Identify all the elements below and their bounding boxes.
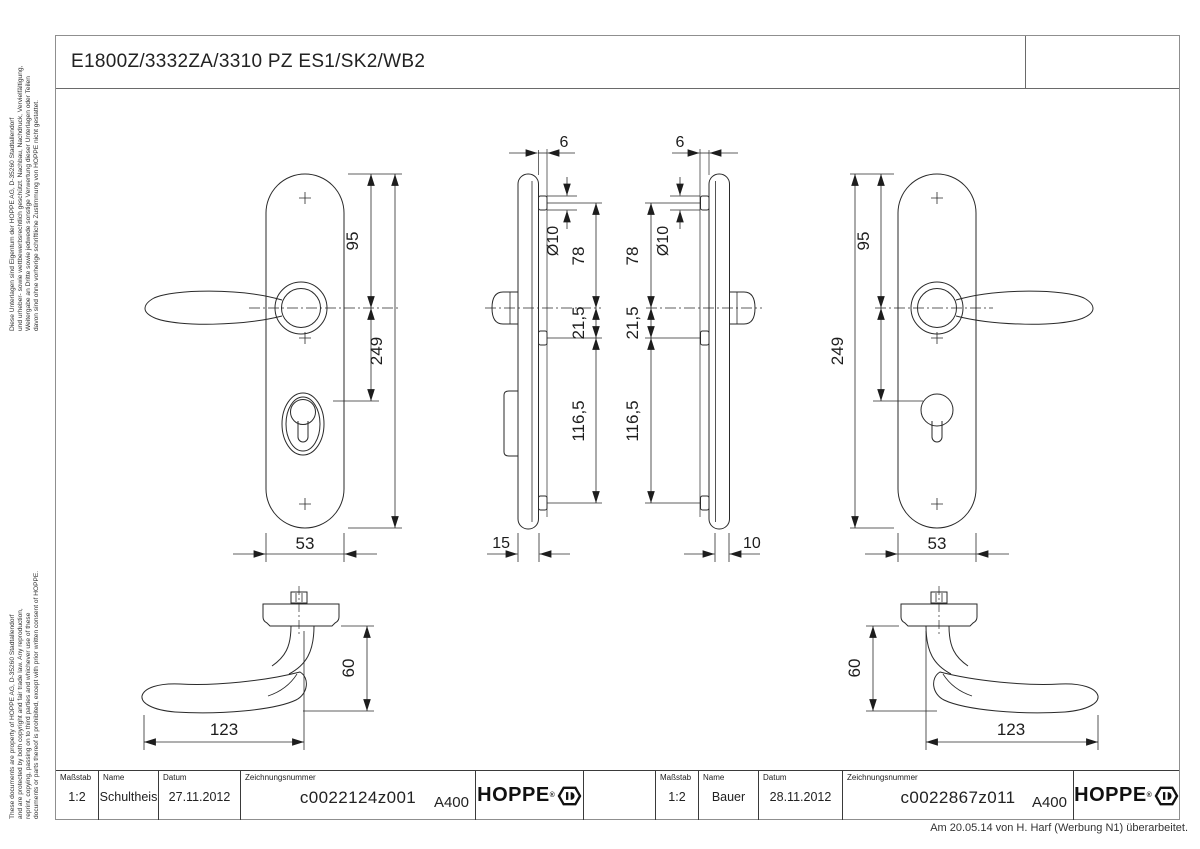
title-block-drawing-no-cell [843, 771, 1074, 820]
title-block-date-cell [159, 771, 241, 820]
grip-outline [934, 672, 1098, 713]
drawing-frame [55, 35, 1180, 820]
title-block-scale-cell [56, 771, 99, 820]
title-block-name-cell [699, 771, 759, 820]
title-block-brand-cell [1074, 771, 1179, 820]
dim-handle-left-height: 60 [339, 658, 358, 678]
hoppe-hexagon-icon [1154, 785, 1179, 807]
format-code: A400 [433, 794, 469, 811]
dim-plate-right-top-to-handle: 95 [854, 231, 873, 251]
dim-plate-left-top-to-handle: 95 [343, 231, 362, 251]
dim-profile-right-handle-to-mid-pin: 21,5 [623, 306, 642, 340]
margin-note-english [9, 571, 41, 819]
scale-value: 1:2 [68, 790, 86, 804]
title-block-drawing-no-cell [241, 771, 476, 820]
title-block-date-cell [759, 771, 843, 820]
dim-handle-right-length: 123 [996, 720, 1026, 739]
title-bar-divider [1025, 36, 1026, 89]
dim-profile-left-pin-offset: 6 [559, 134, 569, 151]
dim-profile-left-pin-to-handle: 78 [569, 246, 588, 266]
name-label: Name [103, 773, 125, 782]
dim-plate-right-width: 53 [927, 534, 947, 553]
title-block-name-cell [99, 771, 159, 820]
hoppe-logo-text: HOPPE [1074, 784, 1147, 806]
date-label: Datum [163, 773, 187, 782]
format-code: A400 [1031, 794, 1067, 811]
scale-value: 1:2 [668, 790, 686, 804]
dim-profile-left-depth: 15 [492, 535, 510, 552]
title-block-empty-cell [584, 771, 656, 820]
date-value: 27.11.2012 [168, 790, 231, 804]
dim-plate-left-height: 249 [367, 336, 386, 366]
drawing-no-value: c0022867z011 [900, 788, 1016, 807]
name-value: Schultheis [99, 790, 158, 804]
dim-profile-left-handle-to-mid-pin: 21,5 [569, 306, 588, 340]
margin-note-english-line: documents or parts thereof is prohibited, except with prior written consent of HOPPE. [32, 570, 40, 819]
title-block-scale-cell [656, 771, 699, 820]
side-view-right-handle [845, 586, 1098, 750]
margin-note-german-line: Weitergabe an Dritte sowie jedwede sonstige Verwertung dieser Unterlagen oder Teilen [24, 76, 32, 331]
date-label: Datum [763, 773, 787, 782]
dim-profile-right-pin-offset: 6 [675, 134, 685, 151]
dim-profile-right-mid-to-bottom-pin: 116,5 [623, 400, 642, 442]
margin-note-german-line: davon sind ohne vorherige schriftliche Zustimmung von HOPPE nicht gestattet. [32, 100, 40, 331]
margin-note-german [9, 66, 41, 331]
hoppe-logo-text: HOPPE [477, 784, 550, 806]
dim-plate-right-height: 249 [828, 336, 847, 366]
dim-profile-right-depth: 10 [743, 535, 761, 552]
grip-outline [142, 672, 306, 713]
rose-profile [263, 604, 339, 626]
date-value: 28.11.2012 [769, 790, 832, 804]
title-bar [56, 36, 1179, 89]
handle-grip-top-view [145, 291, 282, 324]
margin-note-english-line: These documents are property of HOPPE AG, D-35260 Stadtallendorf [9, 614, 16, 819]
dim-profile-right-pin-to-handle: 78 [623, 246, 642, 266]
dim-profile-left-pin-dia: Ø10 [545, 225, 562, 257]
dim-profile-right-pin-dia: Ø10 [655, 225, 672, 257]
registered-mark: ® [549, 792, 555, 799]
side-view-left-handle [142, 586, 374, 750]
name-value: Bauer [711, 790, 746, 804]
scale-label: Maßstab [660, 773, 692, 782]
drawing-no-label: Zeichnungsnummer [245, 773, 316, 782]
front-view-left-plate [145, 174, 402, 562]
revision-note: Am 20.05.14 von H. Harf (Werbung N1) überarbeitet. [930, 822, 1188, 834]
drawing-no-value: c0022124z001 [299, 788, 417, 807]
cad-drawing [56, 89, 1179, 770]
margin-note-english-line: and are protected by both copyright and fair trade law. Any reproduction, [16, 608, 24, 819]
margin-note-german-line: Diese Unterlagen sind Eigentum der HOPPE AG, D-35260 Stadtallendorf [9, 117, 16, 331]
title-block-row [56, 770, 1179, 819]
scale-label: Maßstab [60, 773, 92, 782]
dim-plate-left-width: 53 [295, 534, 315, 553]
margin-note-english-line: reprint, copying, passing on to third parties and whichever use of these [24, 612, 32, 819]
registered-mark: ® [1146, 792, 1152, 799]
side-view-right-profile [623, 134, 762, 562]
margin-note-german-line: und urheber- sowie wettbewerbsrechtlich geschützt. Nachbau, Nachdruck, Vervielfältigung, [16, 65, 24, 331]
side-view-left-profile [485, 134, 602, 562]
dim-profile-left-mid-to-bottom-pin: 116,5 [569, 400, 588, 442]
drawing-title: E1800Z/3332ZA/3310 PZ ES1/SK2/WB2 [71, 51, 426, 72]
title-block-brand-cell [476, 771, 584, 820]
dim-handle-right-height: 60 [845, 658, 864, 678]
name-label: Name [703, 773, 725, 782]
dim-handle-left-length: 123 [209, 720, 239, 739]
hoppe-hexagon-icon [557, 785, 582, 807]
drawing-no-label: Zeichnungsnummer [847, 773, 918, 782]
front-view-right-plate [828, 174, 1093, 562]
